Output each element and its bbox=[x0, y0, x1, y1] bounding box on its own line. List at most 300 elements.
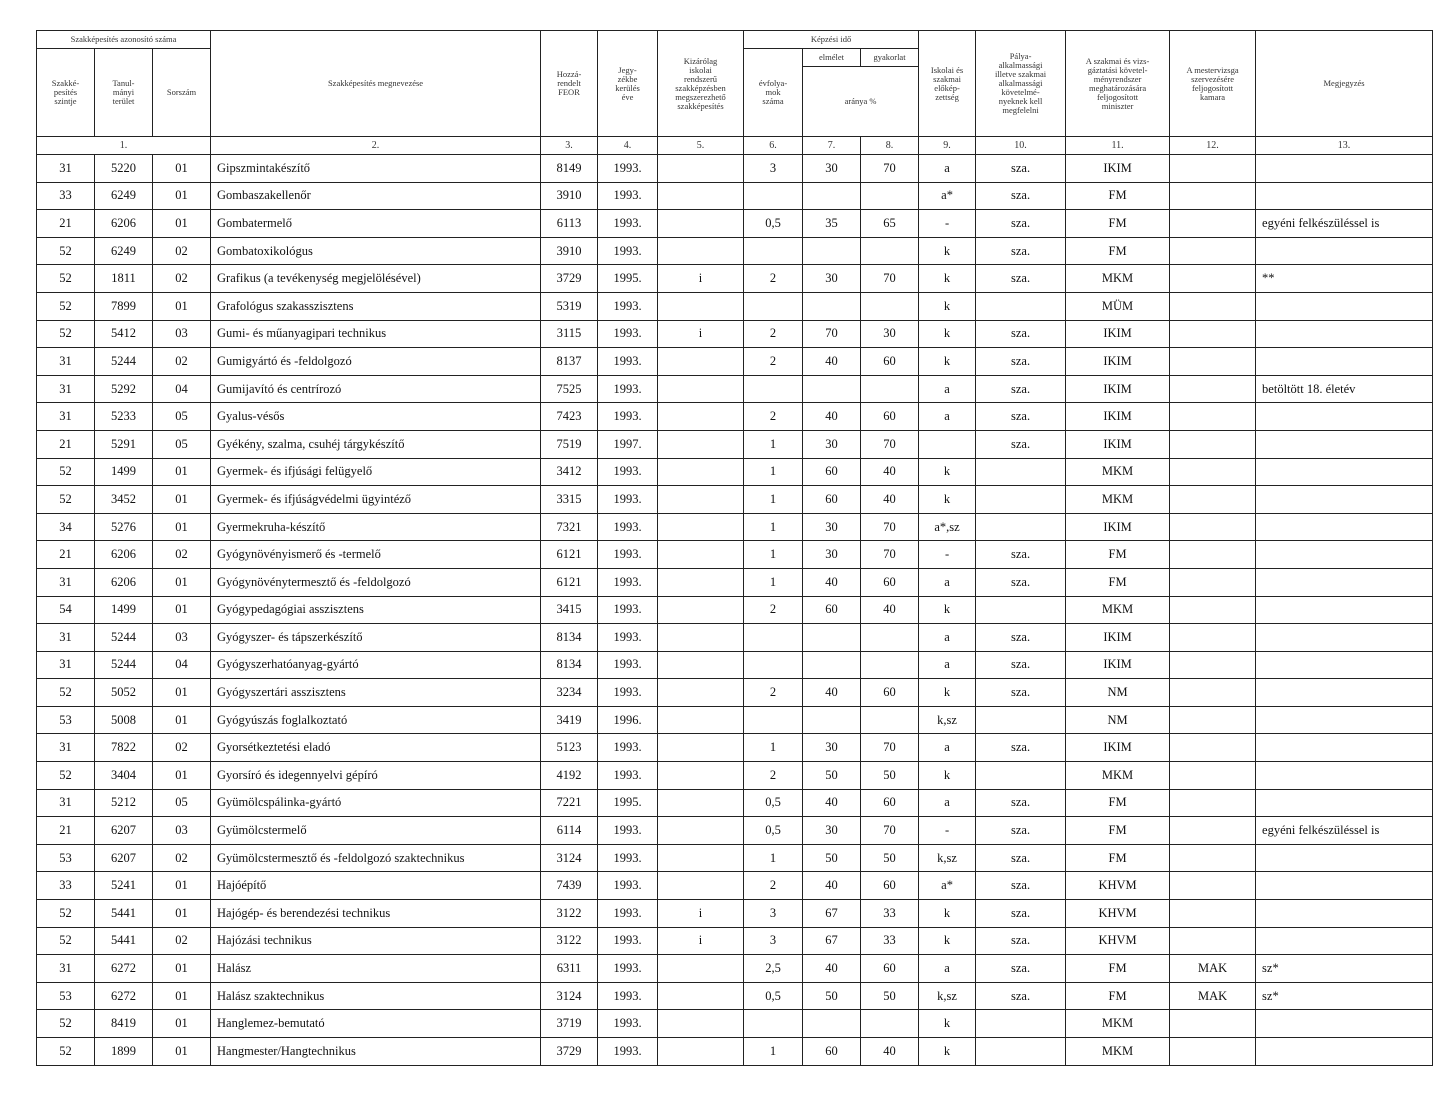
cell-area: 6206 bbox=[95, 210, 153, 238]
column-number: 6. bbox=[744, 137, 803, 155]
cell-years-count: 1 bbox=[744, 568, 803, 596]
cell-area: 5244 bbox=[95, 348, 153, 376]
cell-years-count bbox=[744, 375, 803, 403]
table-row bbox=[37, 872, 1433, 900]
cell-area: 5441 bbox=[95, 927, 153, 955]
cell-level: 53 bbox=[37, 982, 95, 1010]
cell-remark bbox=[1256, 1038, 1433, 1066]
cell-area: 5052 bbox=[95, 679, 153, 707]
cell-area: 5241 bbox=[95, 872, 153, 900]
cell-career: sza. bbox=[976, 320, 1066, 348]
cell-chamber: MAK bbox=[1170, 955, 1256, 983]
cell-chamber bbox=[1170, 927, 1256, 955]
table-row bbox=[37, 292, 1433, 320]
cell-practice bbox=[861, 292, 919, 320]
cell-practice: 40 bbox=[861, 596, 919, 624]
cell-feor: 8134 bbox=[541, 651, 598, 679]
header-theory: elmélet bbox=[803, 49, 861, 67]
cell-career: sza. bbox=[976, 789, 1066, 817]
cell-theory: 70 bbox=[803, 320, 861, 348]
cell-theory: 40 bbox=[803, 789, 861, 817]
cell-prerequisite: a bbox=[919, 403, 976, 431]
cell-serial: 02 bbox=[153, 348, 211, 376]
cell-area: 6207 bbox=[95, 817, 153, 845]
cell-years-count: 3 bbox=[744, 927, 803, 955]
cell-years-count: 2,5 bbox=[744, 955, 803, 983]
cell-school-only bbox=[658, 430, 744, 458]
table-row bbox=[37, 624, 1433, 652]
cell-area: 5244 bbox=[95, 651, 153, 679]
cell-level: 33 bbox=[37, 872, 95, 900]
cell-feor: 3115 bbox=[541, 320, 598, 348]
cell-school-only bbox=[658, 237, 744, 265]
cell-feor: 6121 bbox=[541, 541, 598, 569]
cell-serial: 01 bbox=[153, 596, 211, 624]
cell-career bbox=[976, 458, 1066, 486]
cell-practice: 60 bbox=[861, 872, 919, 900]
cell-name: Gumi- és műanyagipari technikus bbox=[211, 320, 541, 348]
cell-minister: MKM bbox=[1066, 458, 1170, 486]
cell-minister: FM bbox=[1066, 817, 1170, 845]
cell-school-only bbox=[658, 817, 744, 845]
cell-theory: 67 bbox=[803, 927, 861, 955]
cell-theory bbox=[803, 706, 861, 734]
cell-practice bbox=[861, 1010, 919, 1038]
cell-practice: 70 bbox=[861, 817, 919, 845]
column-number: 9. bbox=[919, 137, 976, 155]
header-identifier-group: Szakképesítés azonosító száma bbox=[37, 31, 211, 49]
cell-practice: 60 bbox=[861, 955, 919, 983]
cell-serial: 01 bbox=[153, 155, 211, 183]
cell-school-only: i bbox=[658, 320, 744, 348]
cell-name: Gipszmintakészítő bbox=[211, 155, 541, 183]
cell-prerequisite: k bbox=[919, 679, 976, 707]
cell-minister: KHVM bbox=[1066, 927, 1170, 955]
cell-year: 1993. bbox=[598, 679, 658, 707]
cell-feor: 3419 bbox=[541, 706, 598, 734]
cell-school-only bbox=[658, 155, 744, 183]
cell-year: 1993. bbox=[598, 513, 658, 541]
column-number: 1. bbox=[37, 137, 211, 155]
cell-years-count bbox=[744, 1010, 803, 1038]
cell-career bbox=[976, 706, 1066, 734]
cell-years-count: 0,5 bbox=[744, 789, 803, 817]
cell-serial: 02 bbox=[153, 927, 211, 955]
cell-school-only bbox=[658, 403, 744, 431]
cell-prerequisite: a bbox=[919, 734, 976, 762]
cell-minister: MKM bbox=[1066, 1038, 1170, 1066]
cell-school-only bbox=[658, 789, 744, 817]
header-chamber: A mestervizsga szervezésére feljogosított kamara bbox=[1170, 31, 1256, 137]
cell-area: 5412 bbox=[95, 320, 153, 348]
cell-year: 1993. bbox=[598, 458, 658, 486]
table-row bbox=[37, 486, 1433, 514]
cell-prerequisite: k bbox=[919, 237, 976, 265]
cell-prerequisite: a* bbox=[919, 872, 976, 900]
cell-years-count bbox=[744, 706, 803, 734]
column-number: 10. bbox=[976, 137, 1066, 155]
cell-name: Gyógynövényismerő és -termelő bbox=[211, 541, 541, 569]
cell-remark bbox=[1256, 651, 1433, 679]
qualification-register-sheet bbox=[36, 30, 1432, 1066]
cell-area: 6206 bbox=[95, 568, 153, 596]
cell-level: 31 bbox=[37, 375, 95, 403]
cell-serial: 01 bbox=[153, 762, 211, 790]
cell-school-only bbox=[658, 182, 744, 210]
cell-remark bbox=[1256, 348, 1433, 376]
cell-chamber bbox=[1170, 486, 1256, 514]
cell-school-only bbox=[658, 679, 744, 707]
cell-feor: 3910 bbox=[541, 237, 598, 265]
cell-theory: 40 bbox=[803, 568, 861, 596]
cell-prerequisite: a bbox=[919, 789, 976, 817]
cell-area: 6206 bbox=[95, 541, 153, 569]
cell-theory: 50 bbox=[803, 844, 861, 872]
cell-area: 6249 bbox=[95, 182, 153, 210]
cell-practice: 30 bbox=[861, 320, 919, 348]
cell-chamber bbox=[1170, 403, 1256, 431]
column-number: 2. bbox=[211, 137, 541, 155]
cell-practice: 65 bbox=[861, 210, 919, 238]
cell-career: sza. bbox=[976, 182, 1066, 210]
cell-area: 7899 bbox=[95, 292, 153, 320]
table-row bbox=[37, 817, 1433, 845]
cell-area: 1899 bbox=[95, 1038, 153, 1066]
cell-serial: 01 bbox=[153, 679, 211, 707]
cell-name: Gombaszakellenőr bbox=[211, 182, 541, 210]
cell-practice: 60 bbox=[861, 403, 919, 431]
cell-practice: 60 bbox=[861, 348, 919, 376]
cell-chamber bbox=[1170, 430, 1256, 458]
cell-prerequisite: k bbox=[919, 458, 976, 486]
cell-year: 1993. bbox=[598, 568, 658, 596]
column-number: 4. bbox=[598, 137, 658, 155]
cell-career bbox=[976, 1038, 1066, 1066]
cell-career: sza. bbox=[976, 982, 1066, 1010]
column-number: 12. bbox=[1170, 137, 1256, 155]
cell-level: 21 bbox=[37, 210, 95, 238]
cell-theory bbox=[803, 624, 861, 652]
cell-chamber bbox=[1170, 513, 1256, 541]
cell-remark bbox=[1256, 155, 1433, 183]
cell-feor: 3315 bbox=[541, 486, 598, 514]
cell-practice: 33 bbox=[861, 927, 919, 955]
cell-theory: 40 bbox=[803, 348, 861, 376]
cell-prerequisite: a* bbox=[919, 182, 976, 210]
cell-theory bbox=[803, 292, 861, 320]
cell-name: Gombatoxikológus bbox=[211, 237, 541, 265]
cell-chamber bbox=[1170, 1010, 1256, 1038]
cell-years-count: 1 bbox=[744, 844, 803, 872]
cell-level: 31 bbox=[37, 348, 95, 376]
cell-feor: 3729 bbox=[541, 265, 598, 293]
cell-theory: 30 bbox=[803, 155, 861, 183]
cell-school-only bbox=[658, 872, 744, 900]
cell-school-only: i bbox=[658, 927, 744, 955]
cell-prerequisite: k bbox=[919, 486, 976, 514]
cell-name: Hanglemez-bemutató bbox=[211, 1010, 541, 1038]
cell-year: 1993. bbox=[598, 982, 658, 1010]
cell-minister: IKIM bbox=[1066, 734, 1170, 762]
cell-theory: 60 bbox=[803, 1038, 861, 1066]
cell-practice: 33 bbox=[861, 900, 919, 928]
cell-chamber bbox=[1170, 817, 1256, 845]
cell-career: sza. bbox=[976, 817, 1066, 845]
cell-practice bbox=[861, 651, 919, 679]
cell-remark bbox=[1256, 237, 1433, 265]
header-year: Jegy- zékbe kerülés éve bbox=[598, 31, 658, 137]
cell-name: Gombatermelő bbox=[211, 210, 541, 238]
cell-years-count: 0,5 bbox=[744, 817, 803, 845]
cell-serial: 05 bbox=[153, 403, 211, 431]
cell-chamber bbox=[1170, 679, 1256, 707]
cell-chamber: MAK bbox=[1170, 982, 1256, 1010]
cell-practice: 70 bbox=[861, 734, 919, 762]
cell-year: 1993. bbox=[598, 762, 658, 790]
cell-year: 1995. bbox=[598, 789, 658, 817]
cell-level: 52 bbox=[37, 458, 95, 486]
cell-career: sza. bbox=[976, 568, 1066, 596]
cell-prerequisite: k bbox=[919, 900, 976, 928]
cell-chamber bbox=[1170, 706, 1256, 734]
cell-chamber bbox=[1170, 844, 1256, 872]
cell-minister: IKIM bbox=[1066, 348, 1170, 376]
header-school-only: Kizárólag iskolai rendszerű szakképzésben megszerezhető szakképesítés bbox=[658, 31, 744, 137]
cell-minister: KHVM bbox=[1066, 872, 1170, 900]
cell-feor: 8137 bbox=[541, 348, 598, 376]
cell-chamber bbox=[1170, 762, 1256, 790]
cell-school-only bbox=[658, 1010, 744, 1038]
table-row bbox=[37, 762, 1433, 790]
cell-chamber bbox=[1170, 292, 1256, 320]
cell-feor: 3415 bbox=[541, 596, 598, 624]
cell-years-count bbox=[744, 237, 803, 265]
cell-level: 52 bbox=[37, 1038, 95, 1066]
cell-remark bbox=[1256, 844, 1433, 872]
column-number: 8. bbox=[861, 137, 919, 155]
cell-year: 1993. bbox=[598, 348, 658, 376]
cell-area: 5276 bbox=[95, 513, 153, 541]
cell-career bbox=[976, 513, 1066, 541]
cell-prerequisite bbox=[919, 430, 976, 458]
cell-career bbox=[976, 596, 1066, 624]
cell-feor: 4192 bbox=[541, 762, 598, 790]
cell-theory: 60 bbox=[803, 596, 861, 624]
cell-remark bbox=[1256, 596, 1433, 624]
cell-practice: 40 bbox=[861, 1038, 919, 1066]
cell-feor: 3910 bbox=[541, 182, 598, 210]
cell-feor: 6113 bbox=[541, 210, 598, 238]
header-feor: Hozzá- rendelt FEOR bbox=[541, 31, 598, 137]
cell-theory: 40 bbox=[803, 955, 861, 983]
cell-area: 8419 bbox=[95, 1010, 153, 1038]
cell-minister: FM bbox=[1066, 844, 1170, 872]
cell-area: 3404 bbox=[95, 762, 153, 790]
cell-school-only bbox=[658, 596, 744, 624]
cell-serial: 05 bbox=[153, 789, 211, 817]
cell-name: Gyümölcspálinka-gyártó bbox=[211, 789, 541, 817]
cell-name: Gyógyszerhatóanyag-gyártó bbox=[211, 651, 541, 679]
cell-minister: FM bbox=[1066, 237, 1170, 265]
column-number: 7. bbox=[803, 137, 861, 155]
cell-prerequisite: k,sz bbox=[919, 706, 976, 734]
cell-chamber bbox=[1170, 900, 1256, 928]
cell-level: 52 bbox=[37, 927, 95, 955]
cell-area: 7822 bbox=[95, 734, 153, 762]
cell-remark bbox=[1256, 679, 1433, 707]
cell-years-count: 0,5 bbox=[744, 982, 803, 1010]
cell-area: 5212 bbox=[95, 789, 153, 817]
cell-area: 6272 bbox=[95, 955, 153, 983]
cell-chamber bbox=[1170, 155, 1256, 183]
cell-serial: 01 bbox=[153, 706, 211, 734]
cell-year: 1993. bbox=[598, 1038, 658, 1066]
cell-serial: 01 bbox=[153, 1010, 211, 1038]
cell-level: 52 bbox=[37, 1010, 95, 1038]
cell-remark bbox=[1256, 403, 1433, 431]
cell-year: 1993. bbox=[598, 624, 658, 652]
cell-theory: 67 bbox=[803, 900, 861, 928]
cell-prerequisite: k bbox=[919, 762, 976, 790]
cell-years-count bbox=[744, 651, 803, 679]
table-row bbox=[37, 403, 1433, 431]
table-row bbox=[37, 513, 1433, 541]
cell-years-count: 1 bbox=[744, 541, 803, 569]
cell-prerequisite: k,sz bbox=[919, 844, 976, 872]
cell-feor: 8149 bbox=[541, 155, 598, 183]
cell-minister: FM bbox=[1066, 541, 1170, 569]
cell-practice bbox=[861, 237, 919, 265]
cell-minister: IKIM bbox=[1066, 430, 1170, 458]
header-serial: Sorszám bbox=[153, 49, 211, 137]
cell-school-only: i bbox=[658, 900, 744, 928]
cell-minister: FM bbox=[1066, 789, 1170, 817]
table-row bbox=[37, 982, 1433, 1010]
cell-remark bbox=[1256, 734, 1433, 762]
cell-chamber bbox=[1170, 568, 1256, 596]
cell-remark: sz* bbox=[1256, 955, 1433, 983]
cell-chamber bbox=[1170, 624, 1256, 652]
cell-years-count: 1 bbox=[744, 430, 803, 458]
cell-feor: 3719 bbox=[541, 1010, 598, 1038]
header-career-suitability: Pálya- alkalmassági illetve szakmai alkalmassági követelmé- nyeknek kell megfelelni bbox=[976, 31, 1066, 137]
cell-serial: 01 bbox=[153, 182, 211, 210]
cell-theory: 40 bbox=[803, 872, 861, 900]
header-remark: Megjegyzés bbox=[1256, 31, 1433, 137]
cell-theory: 30 bbox=[803, 430, 861, 458]
cell-minister: IKIM bbox=[1066, 155, 1170, 183]
table-row bbox=[37, 265, 1433, 293]
cell-year: 1993. bbox=[598, 651, 658, 679]
cell-practice: 50 bbox=[861, 982, 919, 1010]
cell-prerequisite: k bbox=[919, 265, 976, 293]
cell-career: sza. bbox=[976, 430, 1066, 458]
cell-area: 6249 bbox=[95, 237, 153, 265]
cell-practice: 70 bbox=[861, 430, 919, 458]
cell-minister: IKIM bbox=[1066, 624, 1170, 652]
cell-chamber bbox=[1170, 265, 1256, 293]
cell-practice: 70 bbox=[861, 265, 919, 293]
cell-remark bbox=[1256, 320, 1433, 348]
cell-years-count: 2 bbox=[744, 403, 803, 431]
cell-name: Gyorsíró és idegennyelvi gépíró bbox=[211, 762, 541, 790]
cell-chamber bbox=[1170, 734, 1256, 762]
cell-level: 52 bbox=[37, 762, 95, 790]
cell-year: 1997. bbox=[598, 430, 658, 458]
cell-minister: NM bbox=[1066, 706, 1170, 734]
cell-area: 1499 bbox=[95, 458, 153, 486]
cell-level: 52 bbox=[37, 265, 95, 293]
cell-chamber bbox=[1170, 210, 1256, 238]
cell-school-only bbox=[658, 1038, 744, 1066]
cell-school-only bbox=[658, 513, 744, 541]
cell-theory: 40 bbox=[803, 679, 861, 707]
cell-career: sza. bbox=[976, 265, 1066, 293]
cell-theory: 30 bbox=[803, 513, 861, 541]
qualification-table bbox=[36, 30, 1433, 1066]
cell-year: 1993. bbox=[598, 375, 658, 403]
cell-prerequisite: a bbox=[919, 624, 976, 652]
cell-prerequisite: a bbox=[919, 155, 976, 183]
cell-minister: FM bbox=[1066, 955, 1170, 983]
cell-feor: 7221 bbox=[541, 789, 598, 817]
table-row bbox=[37, 651, 1433, 679]
cell-minister: FM bbox=[1066, 982, 1170, 1010]
cell-name: Hangmester/Hangtechnikus bbox=[211, 1038, 541, 1066]
cell-minister: MKM bbox=[1066, 486, 1170, 514]
cell-years-count: 2 bbox=[744, 762, 803, 790]
cell-level: 21 bbox=[37, 817, 95, 845]
cell-career: sza. bbox=[976, 348, 1066, 376]
header-prerequisite: Iskolai és szakmai előkép- zettség bbox=[919, 31, 976, 137]
cell-serial: 01 bbox=[153, 1038, 211, 1066]
cell-name: Gyógypedagógiai asszisztens bbox=[211, 596, 541, 624]
cell-school-only bbox=[658, 624, 744, 652]
cell-practice: 70 bbox=[861, 155, 919, 183]
cell-area: 1811 bbox=[95, 265, 153, 293]
cell-name: Gyógyszertári asszisztens bbox=[211, 679, 541, 707]
cell-name: Gumijavító és centrírozó bbox=[211, 375, 541, 403]
cell-career: sza. bbox=[976, 734, 1066, 762]
cell-level: 53 bbox=[37, 706, 95, 734]
cell-name: Gyümölcstermelő bbox=[211, 817, 541, 845]
cell-years-count: 2 bbox=[744, 320, 803, 348]
cell-theory bbox=[803, 182, 861, 210]
cell-minister: MKM bbox=[1066, 596, 1170, 624]
cell-years-count: 1 bbox=[744, 513, 803, 541]
cell-chamber bbox=[1170, 872, 1256, 900]
cell-name: Gyógyszer- és tápszerkészítő bbox=[211, 624, 541, 652]
column-number: 11. bbox=[1066, 137, 1170, 155]
cell-school-only bbox=[658, 651, 744, 679]
cell-year: 1993. bbox=[598, 486, 658, 514]
cell-prerequisite: - bbox=[919, 541, 976, 569]
cell-level: 52 bbox=[37, 486, 95, 514]
cell-level: 52 bbox=[37, 679, 95, 707]
cell-name: Gyermek- és ifjúságvédelmi ügyintéző bbox=[211, 486, 541, 514]
cell-area: 5292 bbox=[95, 375, 153, 403]
cell-minister: KHVM bbox=[1066, 900, 1170, 928]
cell-career bbox=[976, 486, 1066, 514]
cell-feor: 6121 bbox=[541, 568, 598, 596]
cell-year: 1993. bbox=[598, 900, 658, 928]
cell-school-only bbox=[658, 706, 744, 734]
cell-career: sza. bbox=[976, 541, 1066, 569]
table-row bbox=[37, 955, 1433, 983]
cell-years-count: 0,5 bbox=[744, 210, 803, 238]
cell-practice bbox=[861, 182, 919, 210]
cell-years-count bbox=[744, 182, 803, 210]
